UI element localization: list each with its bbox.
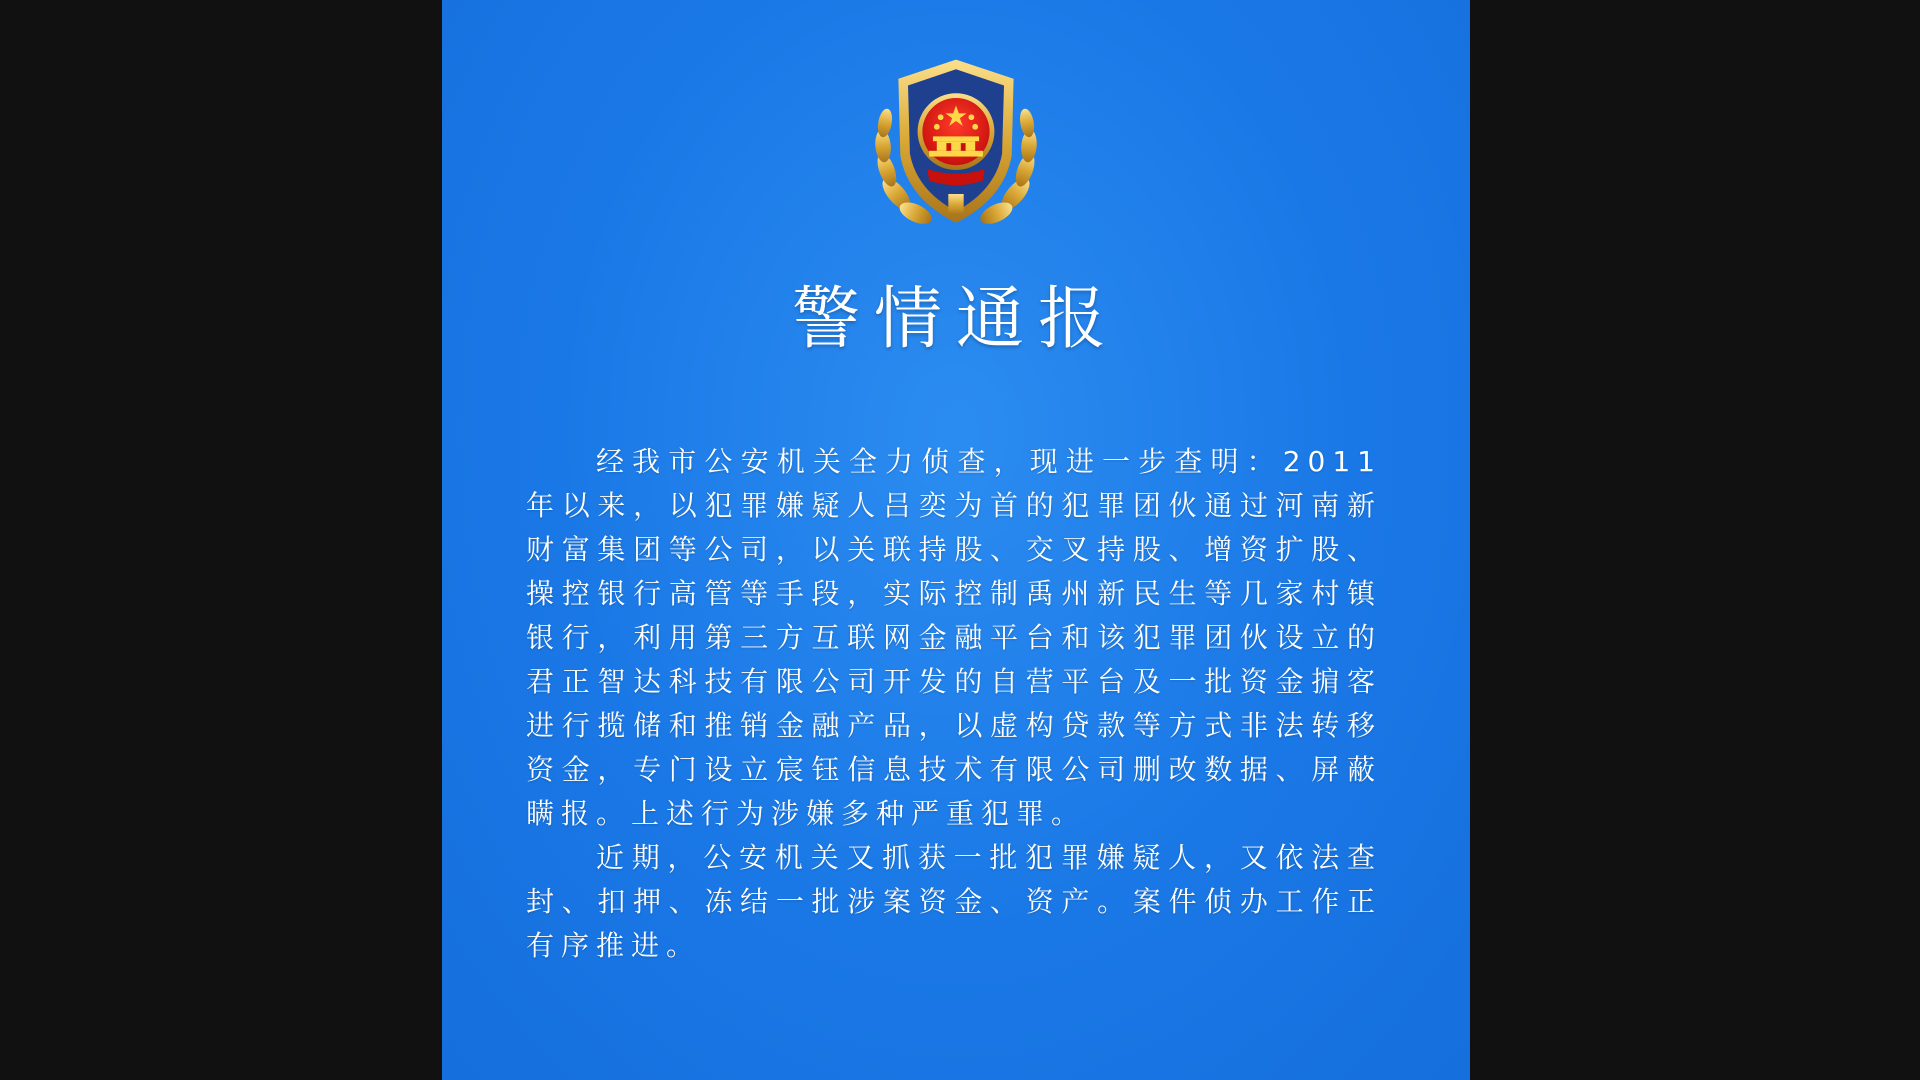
police-emblem-icon [860, 50, 1052, 242]
notice-paragraph-2: 近期，公安机关又抓获一批犯罪嫌疑人，又依法查封、扣押、冻结一批涉案资金、资产。案件侦办工作正有序推进。 [526, 841, 1382, 962]
notice-title: 警情通报 [791, 280, 1120, 359]
police-notice-panel [442, 0, 1470, 1080]
notice-body [526, 440, 1382, 968]
notice-paragraph-1: 经我市公安机关全力侦查，现进一步查明：2011年以来，以犯罪嫌疑人吕奕为首的犯罪团伙通过河南新财富集团等公司，以关联持股、交叉持股、增资扩股、操控银行高管等手段，实际控制禹州新民生等几家村镇银行，利用第三方互联网金融平台和该犯罪团伙设立的君正智达科技有限公司开发的自营平台及一批资金掮客进行揽储和推销金融产品，以虚构贷款等方式非法转移资金，专门设立宸钰信息技术有限公司删改数据、屏蔽瞒报。上述行为涉嫌多种严重犯罪。 [526, 445, 1382, 830]
